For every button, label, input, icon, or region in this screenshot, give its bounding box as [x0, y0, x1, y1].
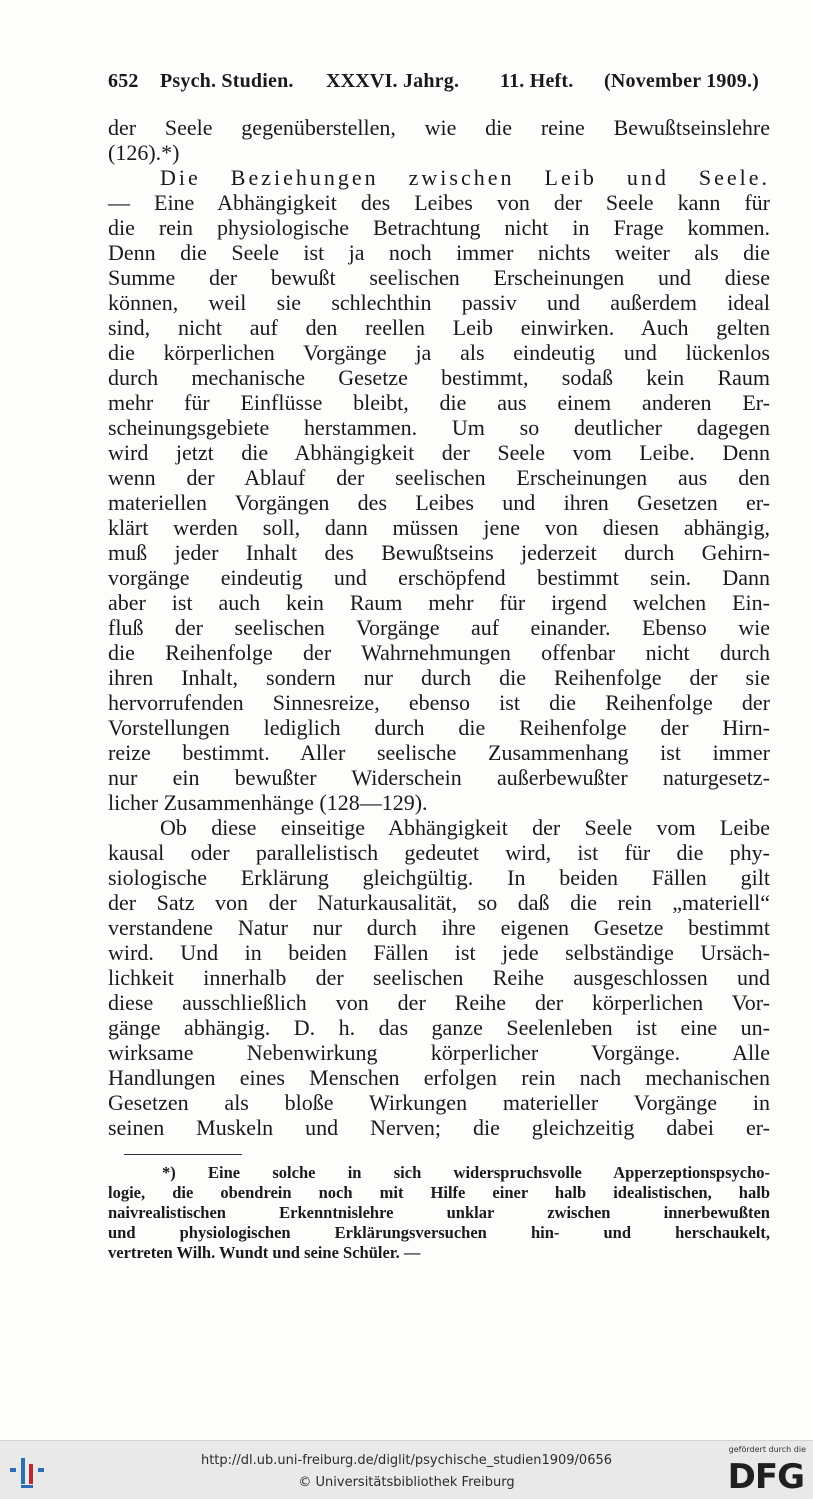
- body-line: reize bestimmt. Aller seelische Zusammenhang ist immer: [108, 740, 770, 765]
- body-line: materiellen Vorgängen des Leibes und ihren Gesetzen er-: [108, 490, 770, 515]
- body-line: Die Beziehungen zwischen Leib und Seele.: [160, 165, 770, 190]
- body-line: vorgänge eindeutig und erschöpfend bestimmt sein. Dann: [108, 565, 770, 590]
- body-line: klärt werden soll, dann müssen jene von diesen abhängig,: [108, 515, 770, 540]
- body-line: die körperlichen Vorgänge ja als eindeutig und lückenlos: [108, 340, 770, 365]
- body-line: durch mechanische Gesetze bestimmt, sodaß kein Raum: [108, 365, 770, 390]
- viewer-footer: [0, 1440, 813, 1499]
- issue-date: (November 1909.): [604, 70, 760, 92]
- footnote-separator: [124, 1154, 242, 1155]
- body-line: kausal oder parallelistisch gedeutet wird, ist für die phy-: [108, 840, 770, 865]
- footnote-line: logie, die obendrein noch mit Hilfe einer halb idealistischen, halb: [108, 1183, 770, 1202]
- body-line: muß jeder Inhalt des Bewußtseins jederzeit durch Gehirn-: [108, 540, 770, 565]
- footnote-line: und physiologischen Erklärungsversuchen hin- und herschaukelt,: [108, 1223, 770, 1242]
- body-line: licher Zusammenhänge (128—129).: [108, 790, 428, 815]
- body-line: sind, nicht auf den reellen Leib einwirken. Auch gelten: [108, 315, 770, 340]
- body-line: die Reihenfolge der Wahrnehmungen offenbar nicht durch: [108, 640, 770, 665]
- body-line: seinen Muskeln und Nerven; die gleichzeitig dabei er-: [108, 1115, 770, 1140]
- body-line: Gesetzen als bloße Wirkungen materieller Vorgänge in: [108, 1090, 770, 1115]
- body-line: wirksame Nebenwirkung körperlicher Vorgänge. Alle: [108, 1040, 770, 1065]
- footnote-line: vertreten Wilh. Wundt und seine Schüler. —: [108, 1243, 421, 1262]
- body-line: Handlungen eines Menschen erfolgen rein nach mechanischen: [108, 1065, 770, 1090]
- body-line: nur ein bewußter Widerschein außerbewußter naturgesetz-: [108, 765, 770, 790]
- body-line: hervorrufenden Sinnesreize, ebenso ist die Reihenfolge der: [108, 690, 770, 715]
- page-number: 652: [108, 70, 139, 92]
- body-line: scheinungsgebiete herstammen. Um so deutlicher dagegen: [108, 415, 770, 440]
- body-line: die rein physiologische Betrachtung nicht in Frage kommen.: [108, 215, 770, 240]
- footnote-line: *) Eine solche in sich widerspruchsvolle Apperzeptionspsycho-: [162, 1163, 770, 1182]
- body-line: Ob diese einseitige Abhängigkeit der Seele vom Leibe: [160, 815, 770, 840]
- body-line: der Satz von der Naturkausalität, so daß die rein „materiell“: [108, 890, 770, 915]
- body-line: Vorstellungen lediglich durch die Reihenfolge der Hirn-: [108, 715, 770, 740]
- journal-title: Psych. Studien.: [160, 70, 294, 92]
- body-line: lichkeit innerhalb der seelischen Reihe ausgeschlossen und: [108, 965, 770, 990]
- body-line: ihren Inhalt, sondern nur durch die Reihenfolge der sie: [108, 665, 770, 690]
- funding-caption: gefördert durch die: [728, 1445, 806, 1454]
- body-line: der Seele gegenüberstellen, wie die reine Bewußtseinslehre: [108, 115, 770, 140]
- body-line: wenn der Ablauf der seelischen Erscheinungen aus den: [108, 465, 770, 490]
- body-line: aber ist auch kein Raum mehr für irgend welchen Ein-: [108, 590, 770, 615]
- body-line: diese ausschließlich von der Reihe der körperlichen Vor-: [108, 990, 770, 1015]
- body-line: Denn die Seele ist ja noch immer nichts weiter als die: [108, 240, 770, 265]
- dfg-logo-icon: [718, 1454, 806, 1494]
- body-line: fluß der seelischen Vorgänge auf einander. Ebenso wie: [108, 615, 770, 640]
- copyright-notice: © Universitätsbibliothek Freiburg: [298, 1475, 515, 1490]
- source-url[interactable]: http://dl.ub.uni-freiburg.de/diglit/psychische_studien1909/0656: [200, 1453, 613, 1468]
- volume-label: XXXVI. Jahrg.: [326, 70, 460, 92]
- body-line: verstandene Natur nur durch ihre eigenen Gesetze bestimmt: [108, 915, 770, 940]
- body-line: wird jetzt die Abhängigkeit der Seele vom Leibe. Denn: [108, 440, 770, 465]
- footnote-line: naivrealistischen Erkenntnislehre unklar zwischen innerbewußten: [108, 1203, 770, 1222]
- body-line: können, weil sie schlechthin passiv und außerdem ideal: [108, 290, 770, 315]
- dfg-logo-text: DFG: [727, 1457, 804, 1494]
- running-header: [108, 70, 773, 100]
- body-line: (126).*): [108, 140, 180, 165]
- issue-label: 11. Heft.: [500, 70, 574, 92]
- body-line: wird. Und in beiden Fällen ist jede selbständige Ursäch-: [108, 940, 770, 965]
- body-line: — Eine Abhängigkeit des Leibes von der Seele kann für: [108, 190, 770, 215]
- body-line: siologische Erklärung gleichgültig. In beiden Fällen gilt: [108, 865, 770, 890]
- body-line: gänge abhängig. D. h. das ganze Seelenleben ist eine un-: [108, 1015, 770, 1040]
- body-line: mehr für Einflüsse bleibt, die aus einem anderen Er-: [108, 390, 770, 415]
- body-line: Summe der bewußt seelischen Erscheinungen und diese: [108, 265, 770, 290]
